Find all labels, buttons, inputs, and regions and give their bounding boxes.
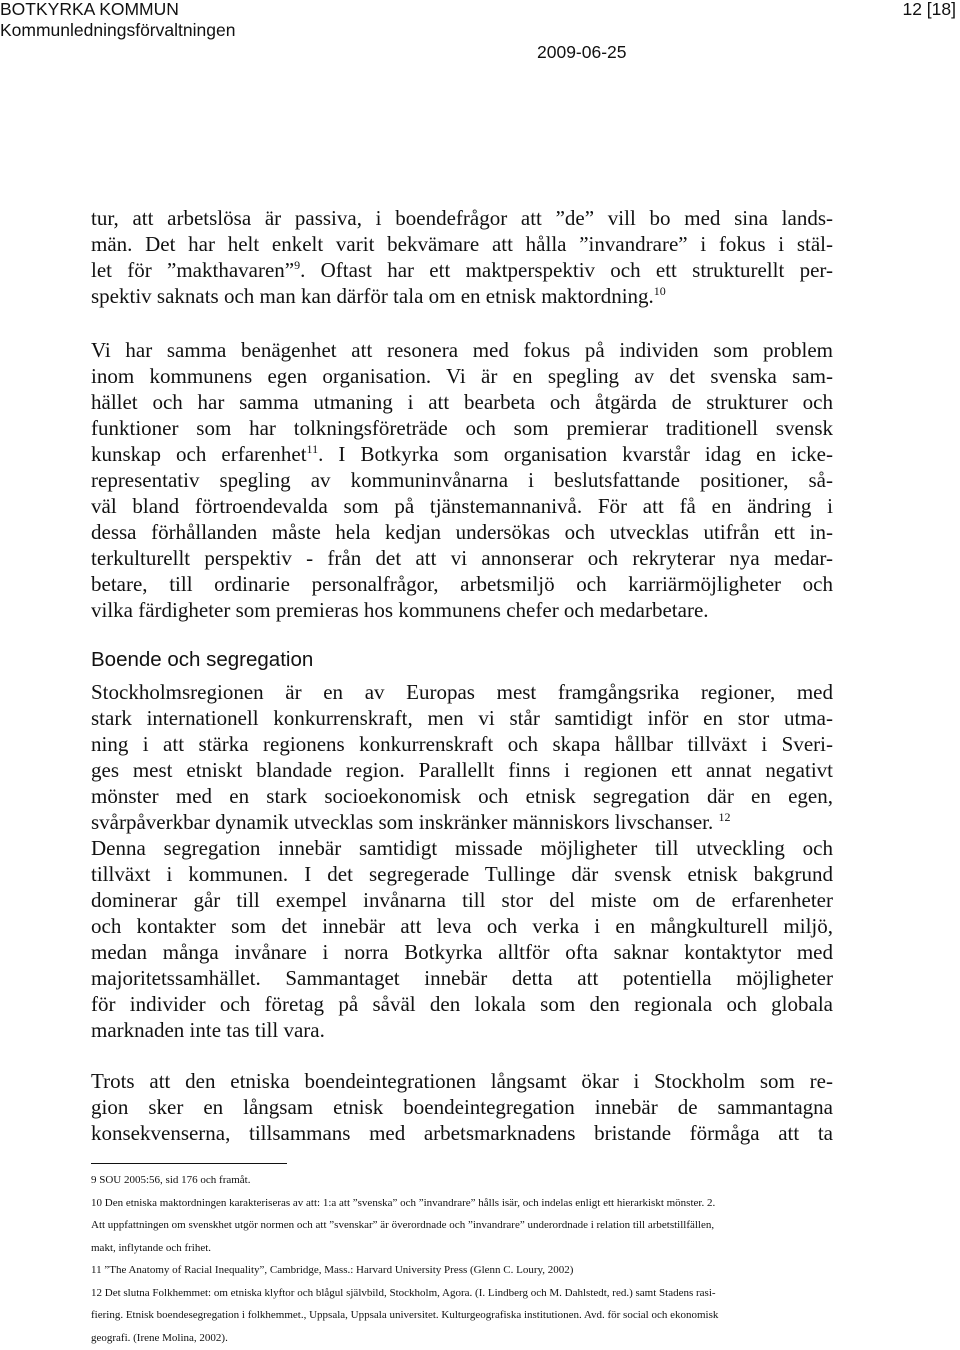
page-number: 12 [18] (902, 0, 956, 19)
text-line: Vi har samma benägenhet att resonera med fokus på individen som problem (91, 338, 833, 362)
footnote-12-cont: geografi. (Irene Molina, 2002). (91, 1331, 228, 1344)
text-segment: let för ”makthavaren” (91, 258, 295, 282)
text-segment: kunskap och erfarenhet (91, 442, 307, 466)
text-line: representativ spegling av kommuninvånarna i beslutsfattande positioner, så- (91, 468, 833, 492)
text-line: konsekvenserna, tillsammans med arbetsmarknadens bristande förmåga att ta (91, 1121, 833, 1145)
text-line (91, 441, 833, 467)
text-line: väl bland förtroendevalda som på tjänstemannanivå. För att få en ändring i (91, 494, 833, 518)
text-line: inom kommunens egen organisation. Vi är en spegling av det svenska sam- (91, 364, 833, 388)
text-line: tillväxt i kommunen. I det segregerade Tullinge där svensk etnisk bakgrund (91, 862, 833, 886)
text-line: majoritetssamhället. Sammantaget innebär detta att potentiella möjligheter (91, 966, 833, 990)
text-segment: . I Botkyrka som organisation kvarstår idag en icke- (318, 442, 833, 466)
footnote-11: 11 ”The Anatomy of Racial Inequality”, Cambridge, Mass.: Harvard University Press (Glenn C. Loury, 2002) (91, 1264, 574, 1276)
text-segment: svårpåverkbar dynamik utvecklas som inskränker människors livschanser. (91, 810, 714, 834)
document-date: 2009-06-25 (537, 42, 627, 62)
paragraph-4 (91, 1068, 833, 1146)
text-line: betare, till ordinarie personalfrågor, arbetsmiljö och karriärmöjligheter och (91, 572, 833, 596)
footnote-ref-9: 9 (294, 258, 301, 272)
text-line: ges mest etniskt blandade region. Parallellt finns i regionen ett annat negativt (91, 758, 833, 782)
text-line: hället och har samma utmaning i att bearbeta och åtgärda de strukturer och (91, 390, 833, 414)
text-line: dominerar går till exempel invånarna till stor del miste om de erfarenheter (91, 888, 833, 912)
footnote-separator (91, 1163, 287, 1164)
text-segment: . Oftast har ett maktperspektiv och ett strukturellt per- (300, 258, 833, 282)
footnote-10-cont: makt, inflytande och frihet. (91, 1241, 212, 1254)
department-name: Kommunledningsförvaltningen (0, 20, 236, 40)
text-segment: spektiv saknats och man kan därför tala om en etnisk maktordning. (91, 284, 654, 308)
paragraph-3 (91, 679, 833, 1043)
text-line: mönster med en stark socioekonomisk och etnisk segregation där en egen, (91, 784, 833, 808)
footnote-ref-10: 10 (653, 284, 666, 298)
text-line: för individer och företag på såväl den lokala som den regionala och globala (91, 992, 833, 1016)
text-line: stark internationell konkurrenskraft, men vi står samtidigt inför en stor utma- (91, 706, 833, 730)
text-line: Trots att den etniska boendeintegrationen långsamt ökar i Stockholm som re- (91, 1069, 833, 1093)
footnote-9: 9 SOU 2005:56, sid 176 och framåt. (91, 1174, 251, 1186)
footnote-ref-12: 12 (718, 810, 731, 824)
footnote-12-cont: fiering. Etnisk boendesegregation i folkhemmet., Uppsala, Uppsala universitet. Kulturgeografiska institutionen. Avd. för social och ekonomisk (91, 1309, 719, 1321)
footnote-10: 10 Den etniska maktordningen karakteriseras av att: 1:a att ”svenska” och ”invandrare” hålls isär, och indelas enligt ett hierarkiskt mönster. 2. (91, 1196, 716, 1209)
text-line (91, 809, 833, 835)
text-line: män. Det har helt enkelt varit bekvämare att hålla ”invandrare” i fokus i stäl- (91, 232, 833, 256)
footnote-ref-11: 11 (306, 442, 319, 456)
text-line: medan många invånare i norra Botkyrka alltför ofta saknar kontaktytor med (91, 940, 833, 964)
text-line: vilka färdigheter som premieras hos kommunens chefer och medarbetare. (91, 598, 709, 622)
text-line: tur, att arbetslösa är passiva, i boendefrågor att ”de” vill bo med sina lands- (91, 206, 833, 230)
text-line (91, 283, 833, 309)
paragraph-1 (91, 205, 833, 309)
text-line: marknaden inte tas till vara. (91, 1018, 325, 1042)
footnote-12: 12 Det slutna Folkhemmet: om etniska klyftor och blågul självbild, Stockholm, Agora. (I. Lindberg och M. Dahlstedt, red.) samt Stadens rasi- (91, 1286, 716, 1299)
text-line: funktioner som har tolkningsföreträde och som premierar traditionell svensk (91, 416, 833, 440)
text-line: dessa förhållanden måste hela kedjan undersökas och utvecklas utifrån ett in- (91, 520, 833, 544)
text-line: Stockholmsregionen är en av Europas mest framgångsrika regioner, med (91, 680, 833, 704)
text-line: terkulturellt perspektiv - från det att vi annonserar och rekryterar nya medar- (91, 546, 833, 570)
text-line: Denna segregation innebär samtidigt missade möjligheter till utveckling och (91, 836, 833, 860)
footnote-10-cont: Att uppfattningen om svenskhet utgör normen och att ”svenskar” är överordnade och ”invandrare” underordnade i relation till arbetstillfällen, (91, 1219, 715, 1231)
text-line: ning i att stärka regionens konkurrenskraft och skapa hållbar tillväxt i Sveri- (91, 732, 833, 756)
paragraph-2 (91, 337, 833, 623)
text-line: och kontakter som det innebär att leva och verka i en mångkulturell miljö, (91, 914, 833, 938)
footnotes (91, 1169, 833, 1349)
section-heading: Boende och segregation (91, 648, 314, 671)
text-line (91, 257, 833, 283)
org-name: BOTKYRKA KOMMUN (0, 0, 179, 19)
text-line: gion sker en långsam etnisk boendeintegregation innebär de sammantagna (91, 1095, 833, 1119)
